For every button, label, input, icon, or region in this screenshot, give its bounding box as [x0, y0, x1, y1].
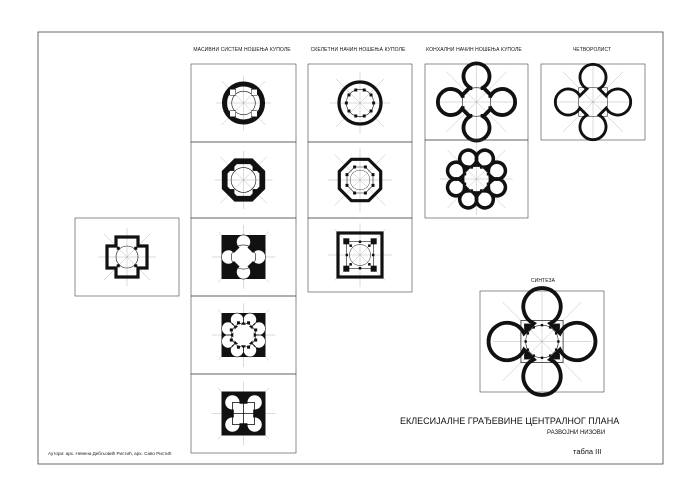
pier [470, 166, 473, 169]
pier [470, 88, 473, 91]
plan-skeletal-octagonal [328, 148, 392, 212]
column-heading-skeletal: СКЕЛЕТНИ НАЧИН НОШЕЊА КУПОЛЕ [310, 47, 406, 53]
pier [364, 165, 367, 168]
pier [359, 241, 362, 244]
pier [229, 189, 234, 194]
pier [347, 93, 350, 96]
pier [557, 340, 559, 342]
niche [230, 89, 236, 95]
pier [364, 192, 367, 195]
pier [480, 189, 483, 192]
plan-mass-square-cross [212, 382, 276, 446]
pier [372, 254, 375, 257]
pier [368, 263, 371, 266]
pier [354, 114, 357, 117]
pier [353, 165, 356, 168]
plan-synthesis [489, 288, 596, 395]
plan-mass-octagonal [215, 151, 273, 209]
pier [481, 114, 484, 117]
pier [524, 340, 526, 342]
plan-initial [98, 228, 156, 286]
authors-credit: Аутори: арх. Невена Дебљовић Ристић, арх. Саво Ристић [48, 451, 172, 456]
pier [253, 166, 258, 171]
pier [487, 183, 490, 186]
pier [117, 247, 120, 250]
sheet-subtitle: РАЗВОЈНИ НИЗОВИ [547, 430, 606, 436]
column-heading-quatrefoil: ЧЕТВОРОЛИСТ [572, 47, 612, 53]
pier [470, 189, 473, 192]
pier [247, 321, 250, 324]
pier [554, 324, 560, 330]
pier [370, 93, 373, 96]
pier [464, 173, 467, 176]
pier [541, 357, 543, 359]
plan-skeletal-circular [330, 73, 391, 134]
sheet-title: ЕКЛЕСИЈАЛНЕ ГРАЂЕВИНЕ ЦЕНТРАЛНОГ ПЛАНА [400, 416, 620, 426]
pier [527, 332, 529, 334]
pier [353, 192, 356, 195]
synthesis-heading: СИНТЕЗА [530, 278, 556, 284]
pier [345, 102, 348, 105]
pier [134, 247, 137, 250]
sheet-border [38, 32, 663, 464]
pier [470, 114, 473, 117]
pier [370, 110, 373, 113]
plan-skeletal-square [328, 223, 392, 287]
column-heading-conchal: КОНХАЛНИ НАЧИН НОШЕЊА КУПОЛЕ [426, 47, 522, 53]
pier [349, 263, 352, 266]
pier [368, 244, 371, 247]
pier [371, 238, 377, 244]
plate-number: табла III [573, 447, 602, 456]
pier [117, 264, 120, 267]
pier [345, 173, 348, 176]
pier [524, 353, 530, 359]
pier [254, 339, 257, 342]
pier [549, 354, 551, 356]
pier [134, 264, 137, 267]
niche [251, 111, 257, 117]
pier [372, 102, 375, 105]
pier [372, 184, 375, 187]
pier [481, 88, 484, 91]
niche [251, 89, 257, 95]
pier [527, 348, 529, 350]
plan-mass-square [212, 225, 276, 289]
pier [533, 354, 535, 356]
pier [253, 189, 258, 194]
pier [349, 244, 352, 247]
pier [462, 106, 465, 109]
pier [247, 346, 250, 349]
pier [372, 173, 375, 176]
pier [555, 348, 557, 350]
pier [554, 353, 560, 359]
pier [230, 328, 233, 331]
pier [533, 326, 535, 328]
pier [555, 332, 557, 334]
pier [237, 346, 240, 349]
plan-mass-circular [216, 75, 271, 130]
pier [230, 339, 233, 342]
pier [371, 266, 377, 272]
pier [229, 166, 234, 171]
plan-mass-square-octofoil [212, 303, 276, 367]
pier [462, 95, 465, 98]
pier [549, 326, 551, 328]
pier [487, 173, 490, 176]
pier [237, 321, 240, 324]
pier [254, 328, 257, 331]
pier [346, 254, 349, 257]
pier [488, 106, 491, 109]
niche [230, 111, 236, 117]
pier [464, 183, 467, 186]
plan-conchal-tetraconch [438, 63, 515, 140]
pier [345, 184, 348, 187]
pier [524, 324, 530, 330]
pier [354, 89, 357, 92]
pier [359, 267, 362, 270]
pier [363, 114, 366, 117]
pier [347, 110, 350, 113]
pier [363, 89, 366, 92]
pier [541, 324, 543, 326]
pier [343, 266, 349, 272]
plan-quatrefoil [555, 64, 630, 139]
column-heading-mass: МАСИВНИ СИСТЕМ НОШЕЊА КУПОЛЕ [193, 47, 291, 53]
pier [480, 166, 483, 169]
pier [343, 238, 349, 244]
plan-conchal-octaconch [440, 143, 513, 216]
pier [488, 95, 491, 98]
